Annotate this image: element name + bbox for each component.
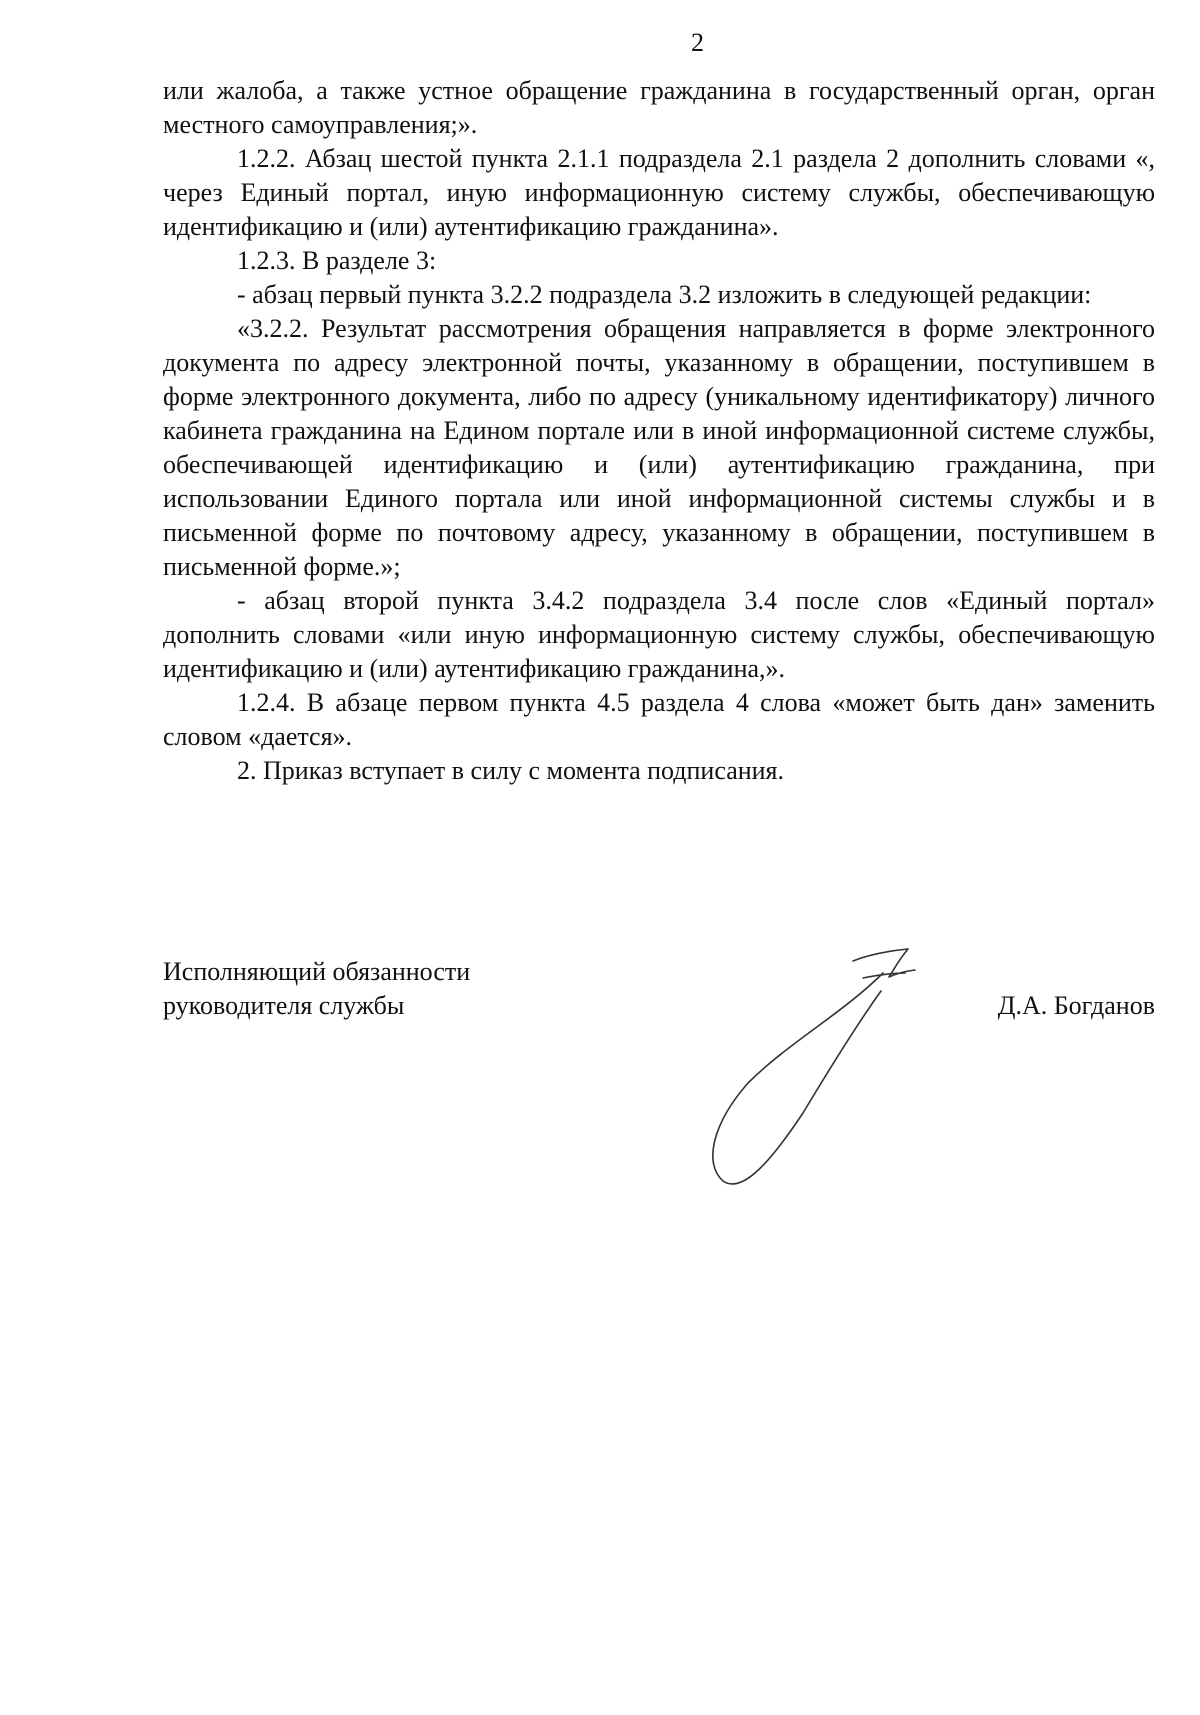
signature-loop-stroke	[713, 973, 883, 1184]
paragraph-3-2-2-intro: - абзац первый пункта 3.2.2 подраздела 3.2 изложить в следующей редакции:	[237, 280, 1092, 309]
signer-title-line-1: Исполняющий обязанности	[163, 957, 471, 986]
paragraph-1: или жалоба, а также устное обращение гражданина в государственный орган, орган местного самоуправления;».	[163, 76, 1155, 139]
paragraph-1-2-2: 1.2.2. Абзац шестой пункта 2.1.1 подраздела 2.1 раздела 2 дополнить словами «, через Единый портал, иную информационную систему службы, обеспечивающую идентификацию и (или) аутентификацию гражданина».	[163, 144, 1155, 241]
signature-flourish-stroke	[853, 949, 915, 978]
signer-title-line-2: руководителя службы	[163, 991, 405, 1020]
paragraph-1-2-4: 1.2.4. В абзаце первом пункта 4.5 раздела 4 слова «может быть дан» заменить словом «дается».	[163, 688, 1155, 751]
signer-name: Д.А. Богданов	[997, 991, 1155, 1020]
paragraph-1-2-3: 1.2.3. В разделе 3:	[237, 246, 437, 275]
page-number: 2	[691, 28, 704, 57]
paragraph-3-4-2: - абзац второй пункта 3.4.2 подраздела 3.4 после слов «Единый портал» дополнить словами «или иную информационную систему службы, обеспечивающую идентификацию и (или) аутентификацию гражданина,».	[163, 586, 1155, 683]
document-body	[163, 74, 1155, 788]
paragraph-3-2-2-text: «3.2.2. Результат рассмотрения обращения направляется в форме электронного документа по адресу электронной почты, указанному в обращении, поступившем в форме электронного документа, либо по адресу (уникальному идентификатору) личного кабинета гражданина на Едином портале или в иной информационной системе службы, обеспечивающей идентификацию и (или) аутентификацию гражданина, при использовании Единого портала или иной информационной системы службы и в письменной форме по почтовому адресу, указанному в обращении, поступившем в письменной форме.»;	[163, 314, 1155, 581]
handwritten-signature	[693, 933, 943, 1193]
signer-title	[163, 955, 470, 1023]
signature-block	[163, 955, 1155, 1185]
paragraph-2: 2. Приказ вступает в силу с момента подписания.	[237, 756, 785, 785]
